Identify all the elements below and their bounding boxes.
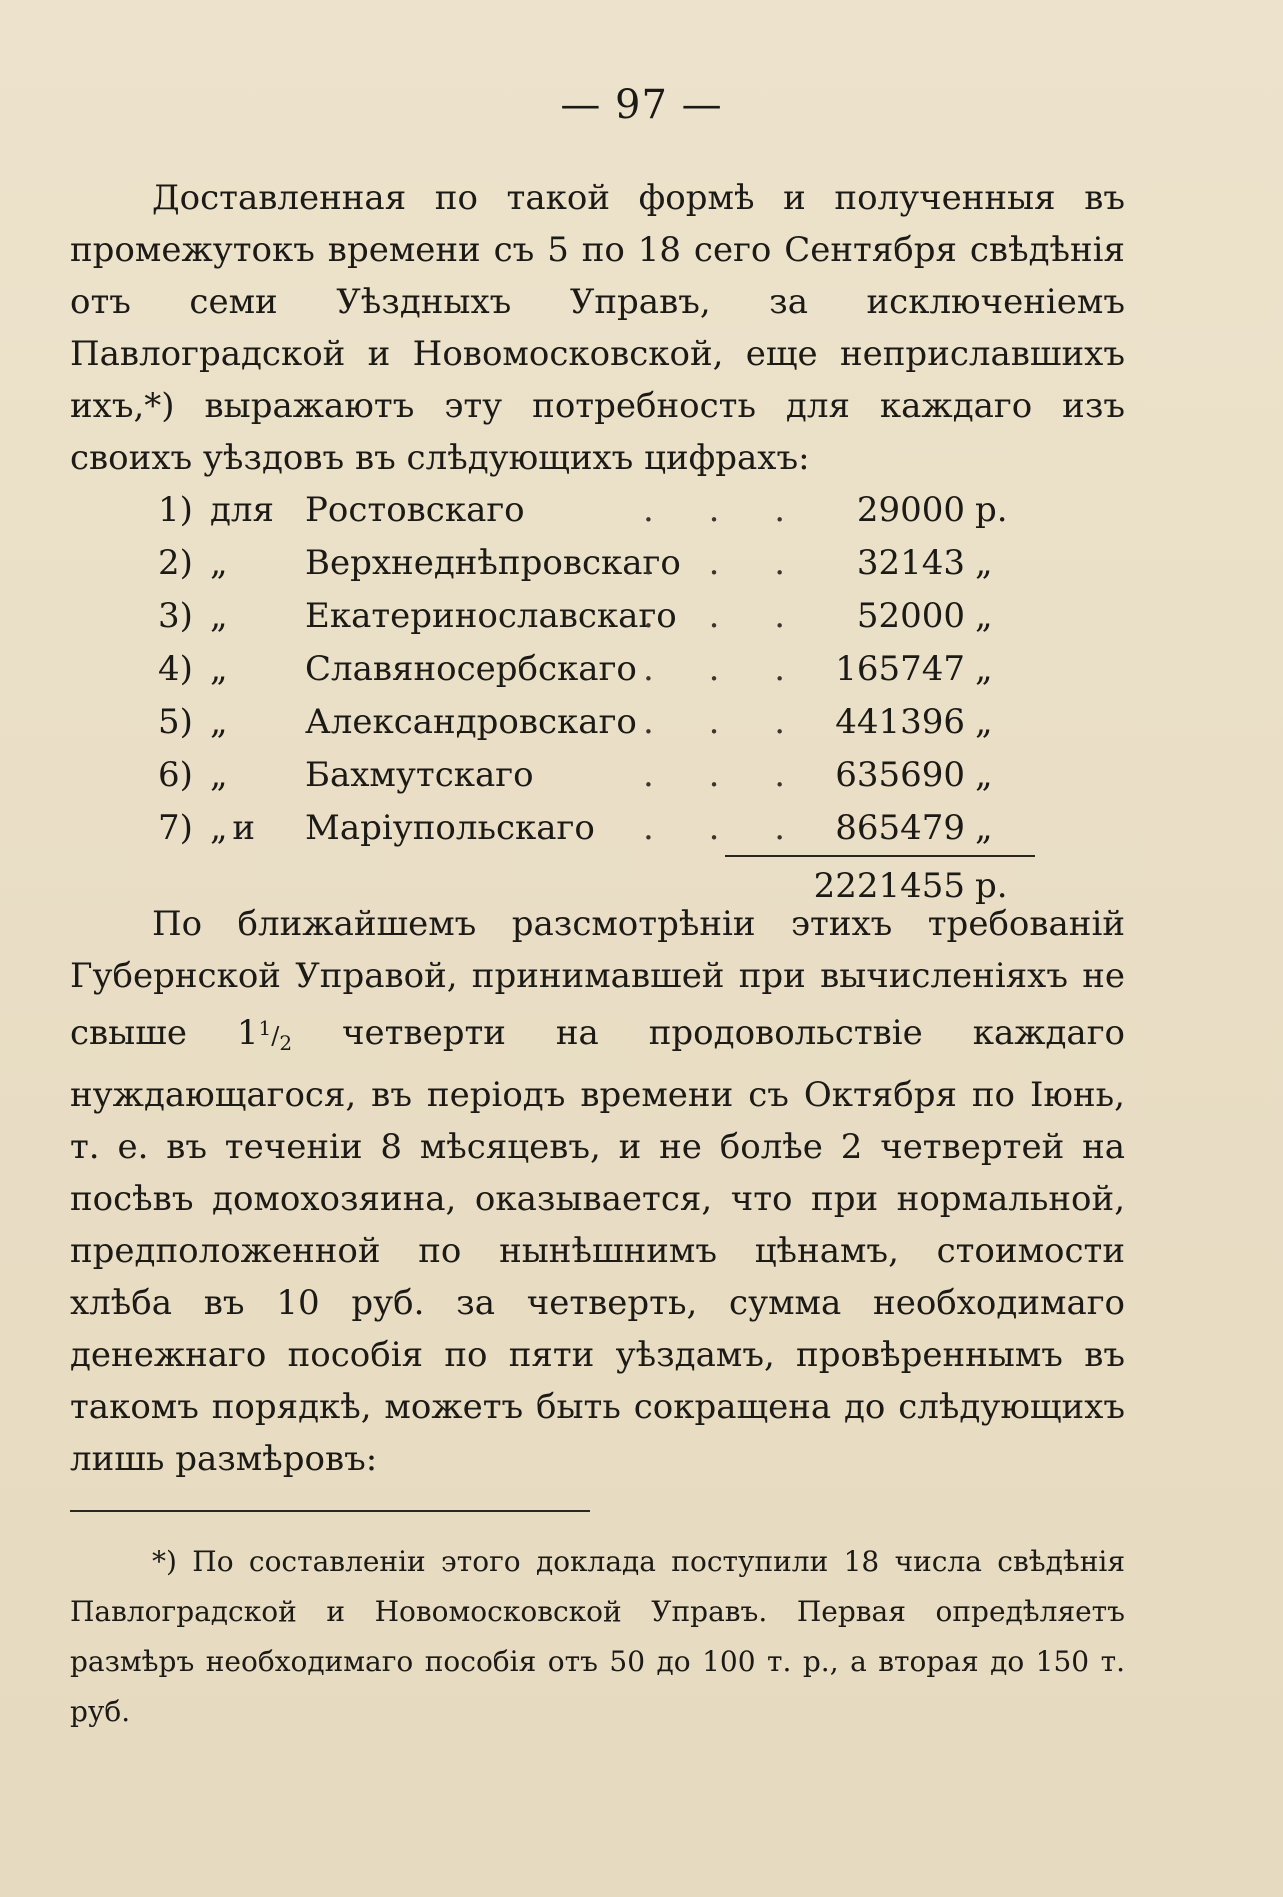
list-item-leader: . . . [642,596,808,636]
list-item-district: Славяносербскаго [305,649,637,689]
fraction: $^1/_2$ [258,1016,293,1055]
list-item [70,643,1125,696]
paragraph-2-text-part2: четверти на продовольствіе каждаго нуждающагося, въ періодъ времени съ Октября по Іюнь, т. е. въ теченіи 8 мѣсяцевъ, и не болѣе 2 четвертей на посѣвъ домохозяина, оказывается, что при нормальной, предположенной по нынѣшнимъ цѣнамъ, стоимости хлѣба въ 10 руб. за четверть, сумма необходимаго денежнаго пособія по пяти уѣздамъ, провѣреннымъ въ такомъ порядкѣ, можетъ быть сокращена до слѣдующихъ лишь размѣровъ: [70,1013,1125,1479]
list-item-preposition: для [210,490,274,530]
paragraph-2-text-part1: По ближайшемъ разсмотрѣніи этихъ требованій Губернской Управой, принимавшей при вычисленіяхъ не свыше 1 [70,904,1125,1053]
footnote-rule [70,1510,590,1512]
district-list [70,484,1125,855]
total-unit: р. [975,866,1008,906]
page-number: — 97 — [560,82,723,128]
list-item-preposition: „ [210,543,228,583]
list-item-leader: . . . [642,490,808,530]
list-item-district: Александровскаго [305,702,637,742]
list-item-leader: . . . [642,755,808,795]
fraction-denominator: 2 [279,1030,293,1055]
list-item-unit: „ [975,755,993,795]
list-item-leader: . . . [642,808,808,848]
list-item [70,590,1125,643]
paragraph-1 [70,172,1125,484]
list-item-unit: „ [975,543,993,583]
list-item-number: 5) [158,702,193,742]
list-item-value: 29000 [856,490,965,530]
list-item-value: 441396 [835,702,965,742]
paragraph-2 [70,898,1125,1485]
paragraph-1-text: Доставленная по такой формѣ и полученныя въ промежутокъ времени съ 5 по 18 сего Сентября свѣдѣнія отъ семи Уѣздныхъ Управъ, за исключеніемъ Павлоградской и Новомосковской, еще неприславшихъ ихъ,*) выражаютъ эту потребность для каждаго изъ своихъ уѣздовъ въ слѣдующихъ цифрахъ: [70,178,1125,478]
list-item-leader: . . . [642,702,808,742]
list-item-preposition: „ [210,755,228,795]
list-item-leader: . . . [642,649,808,689]
list-item-value: 52000 [856,596,965,636]
list-item-district: Верхнеднѣпровскаго [305,543,681,583]
list-item [70,484,1125,537]
list-item [70,749,1125,802]
footnote-text: *) По составленіи этого доклада поступили 18 числа свѣдѣнія Павлоградской и Новомосковской Управъ. Первая опредѣляетъ размѣръ необходимаго пособія отъ 50 до 100 т. р., а вторая до 150 т. руб. [70,1545,1125,1728]
list-item-value: 32143 [856,543,965,583]
list-item-number: 1) [158,490,193,530]
list-item-value: 165747 [835,649,965,689]
list-item-preposition: „ [210,808,228,848]
list-item-unit: „ [975,596,993,636]
list-item [70,696,1125,749]
list-item [70,802,1125,855]
list-item-leader: . . . [642,543,808,583]
list-item-value: 635690 [835,755,965,795]
list-item-district: Бахмутскаго [305,755,534,795]
list-item-district: Маріупольскаго [305,808,595,848]
list-item-preposition: „ [210,649,228,689]
list-item-preposition: „ [210,702,228,742]
list-item-number: 4) [158,649,193,689]
list-item-number: 2) [158,543,193,583]
list-item-number: 6) [158,755,193,795]
list-item-number: 3) [158,596,193,636]
sum-rule [725,855,1035,857]
total-value: 2221455 [813,866,965,906]
list-item-district: Ростовскаго [305,490,525,530]
footnote [70,1537,1125,1737]
fraction-numerator: 1 [258,1016,272,1040]
list-item-number: 7) [158,808,193,848]
list-item-unit: р. [975,490,1008,530]
list-item-value: 865479 [835,808,965,848]
list-item-district: Екатеринославскаго [305,596,677,636]
list-item [70,537,1125,590]
list-item-unit: „ [975,649,993,689]
list-item-unit: „ [975,702,993,742]
list-item-preposition: „ [210,596,228,636]
list-item-prefix: и [232,808,255,848]
list-item-unit: „ [975,808,993,848]
